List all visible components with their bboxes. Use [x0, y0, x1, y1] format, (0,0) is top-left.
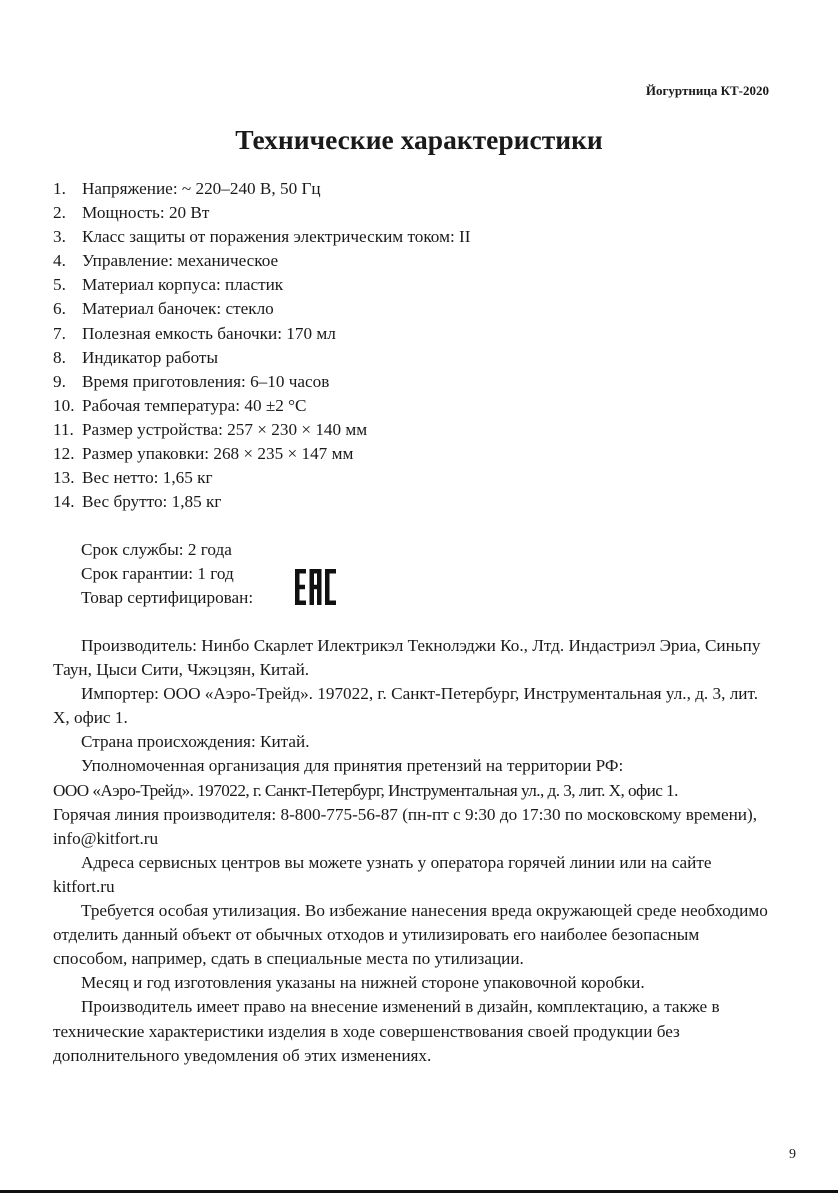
specs-list: [53, 177, 793, 514]
spec-text: Индикатор работы: [82, 347, 218, 367]
spec-number: 3.: [53, 227, 66, 247]
spec-text: Материал баночек: стекло: [82, 299, 274, 319]
spec-number: 5.: [53, 275, 66, 295]
spec-item: [53, 249, 793, 273]
legal-info: [53, 634, 770, 1068]
spec-text: Материал корпуса: пластик: [82, 275, 284, 295]
spec-number: 1.: [53, 179, 66, 198]
claims-organization: ООО «Аэро-Трейд». 197022, г. Санкт-Петербург, Инструментальная ул., д. 3, лит. Х, офис 1.: [53, 780, 678, 800]
spec-text: Вес нетто: 1,65 кг: [82, 468, 213, 488]
spec-item: [53, 225, 793, 249]
spec-text: Размер упаковки: 268 × 235 × 147 мм: [82, 444, 354, 464]
spec-text: Рабочая температура: 40 ±2 °C: [82, 395, 307, 415]
page-number: 9: [789, 1147, 796, 1162]
running-header: Йогуртница КТ-2020: [645, 83, 769, 98]
service-info: [81, 538, 253, 610]
spec-number: 4.: [53, 251, 66, 271]
spec-item: [53, 490, 793, 514]
spec-text: Класс защиты от поражения электрическим током: II: [82, 227, 471, 247]
spec-number: 11.: [53, 419, 74, 439]
service-life: Срок службы: 2 года: [81, 540, 232, 559]
spec-item: [53, 273, 793, 297]
spec-text: Напряжение: ~ 220–240 В, 50 Гц: [82, 179, 321, 198]
spec-item: [53, 466, 793, 490]
importer-info: Импортер: ООО «Аэро-Трейд». 197022, г. Санкт-Петербург, Инструментальная ул., д. 3, лит. Х, офис 1.: [53, 684, 759, 728]
warranty-period: Срок гарантии: 1 год: [81, 564, 234, 584]
spec-item: [53, 297, 793, 321]
spec-number: 10.: [53, 395, 75, 415]
spec-item: [53, 322, 793, 346]
spec-number: 13.: [53, 468, 75, 488]
spec-item: [53, 394, 793, 418]
spec-number: 12.: [53, 444, 75, 464]
service-centers-info: Адреса сервисных центров вы можете узнать у оператора горячей линии или на сайте kitfort.ru: [53, 852, 712, 896]
spec-item: [53, 442, 793, 466]
spec-item: [53, 370, 793, 394]
spec-item: [53, 346, 793, 370]
certification-label: Товар сертифицирован:: [81, 588, 254, 608]
spec-text: Управление: механическое: [82, 251, 279, 271]
spec-item: [53, 177, 793, 201]
spec-number: 6.: [53, 299, 66, 319]
hotline-info: Горячая линия производителя: 8-800-775-56-87 (пн-пт с 9:30 до 17:30 по московскому времени), info@kitfort.ru: [53, 804, 758, 848]
spec-number: 7.: [53, 323, 66, 343]
spec-number: 9.: [53, 371, 66, 391]
changes-notice: Производитель имеет право на внесение изменений в дизайн, комплектацию, а также в технические характеристики изделия в ходе совершенствования своей продукции без дополнительного уведомления об этих изменениях.: [53, 997, 720, 1065]
spec-text: Полезная емкость баночки: 170 мл: [82, 323, 336, 343]
manufacture-date-info: Месяц и год изготовления указаны на нижней стороне упаковочной коробки.: [81, 973, 645, 993]
spec-number: 2.: [53, 203, 66, 223]
spec-text: Время приготовления: 6–10 часов: [82, 371, 330, 391]
page-title: Технические характеристики: [235, 124, 603, 155]
spec-item: [53, 201, 793, 225]
eac-mark-icon: [295, 569, 336, 605]
spec-text: Вес брутто: 1,85 кг: [82, 492, 222, 512]
disposal-info: Требуется особая утилизация. Во избежание нанесения вреда окружающей среде необходимо отделить данный объект от обычных отходов и утилизировать его наиболее безопасным способом, например, сдать в специальные места по утилизации.: [53, 901, 768, 969]
spec-number: 8.: [53, 347, 66, 367]
spec-text: Мощность: 20 Вт: [82, 203, 210, 223]
manufacturer-info: Производитель: Нинбо Скарлет Илектрикэл Текнолэджи Ко., Лтд. Индастриэл Эриа, Синьпу Таун, Цыси Сити, Чжэцзян, Китай.: [53, 636, 761, 680]
spec-item: [53, 418, 793, 442]
spec-text: Размер устройства: 257 × 230 × 140 мм: [82, 419, 368, 439]
claims-intro: Уполномоченная организация для принятия претензий на территории РФ:: [81, 756, 624, 776]
country-of-origin: Страна происхождения: Китай.: [81, 732, 310, 752]
spec-number: 14.: [53, 492, 75, 512]
